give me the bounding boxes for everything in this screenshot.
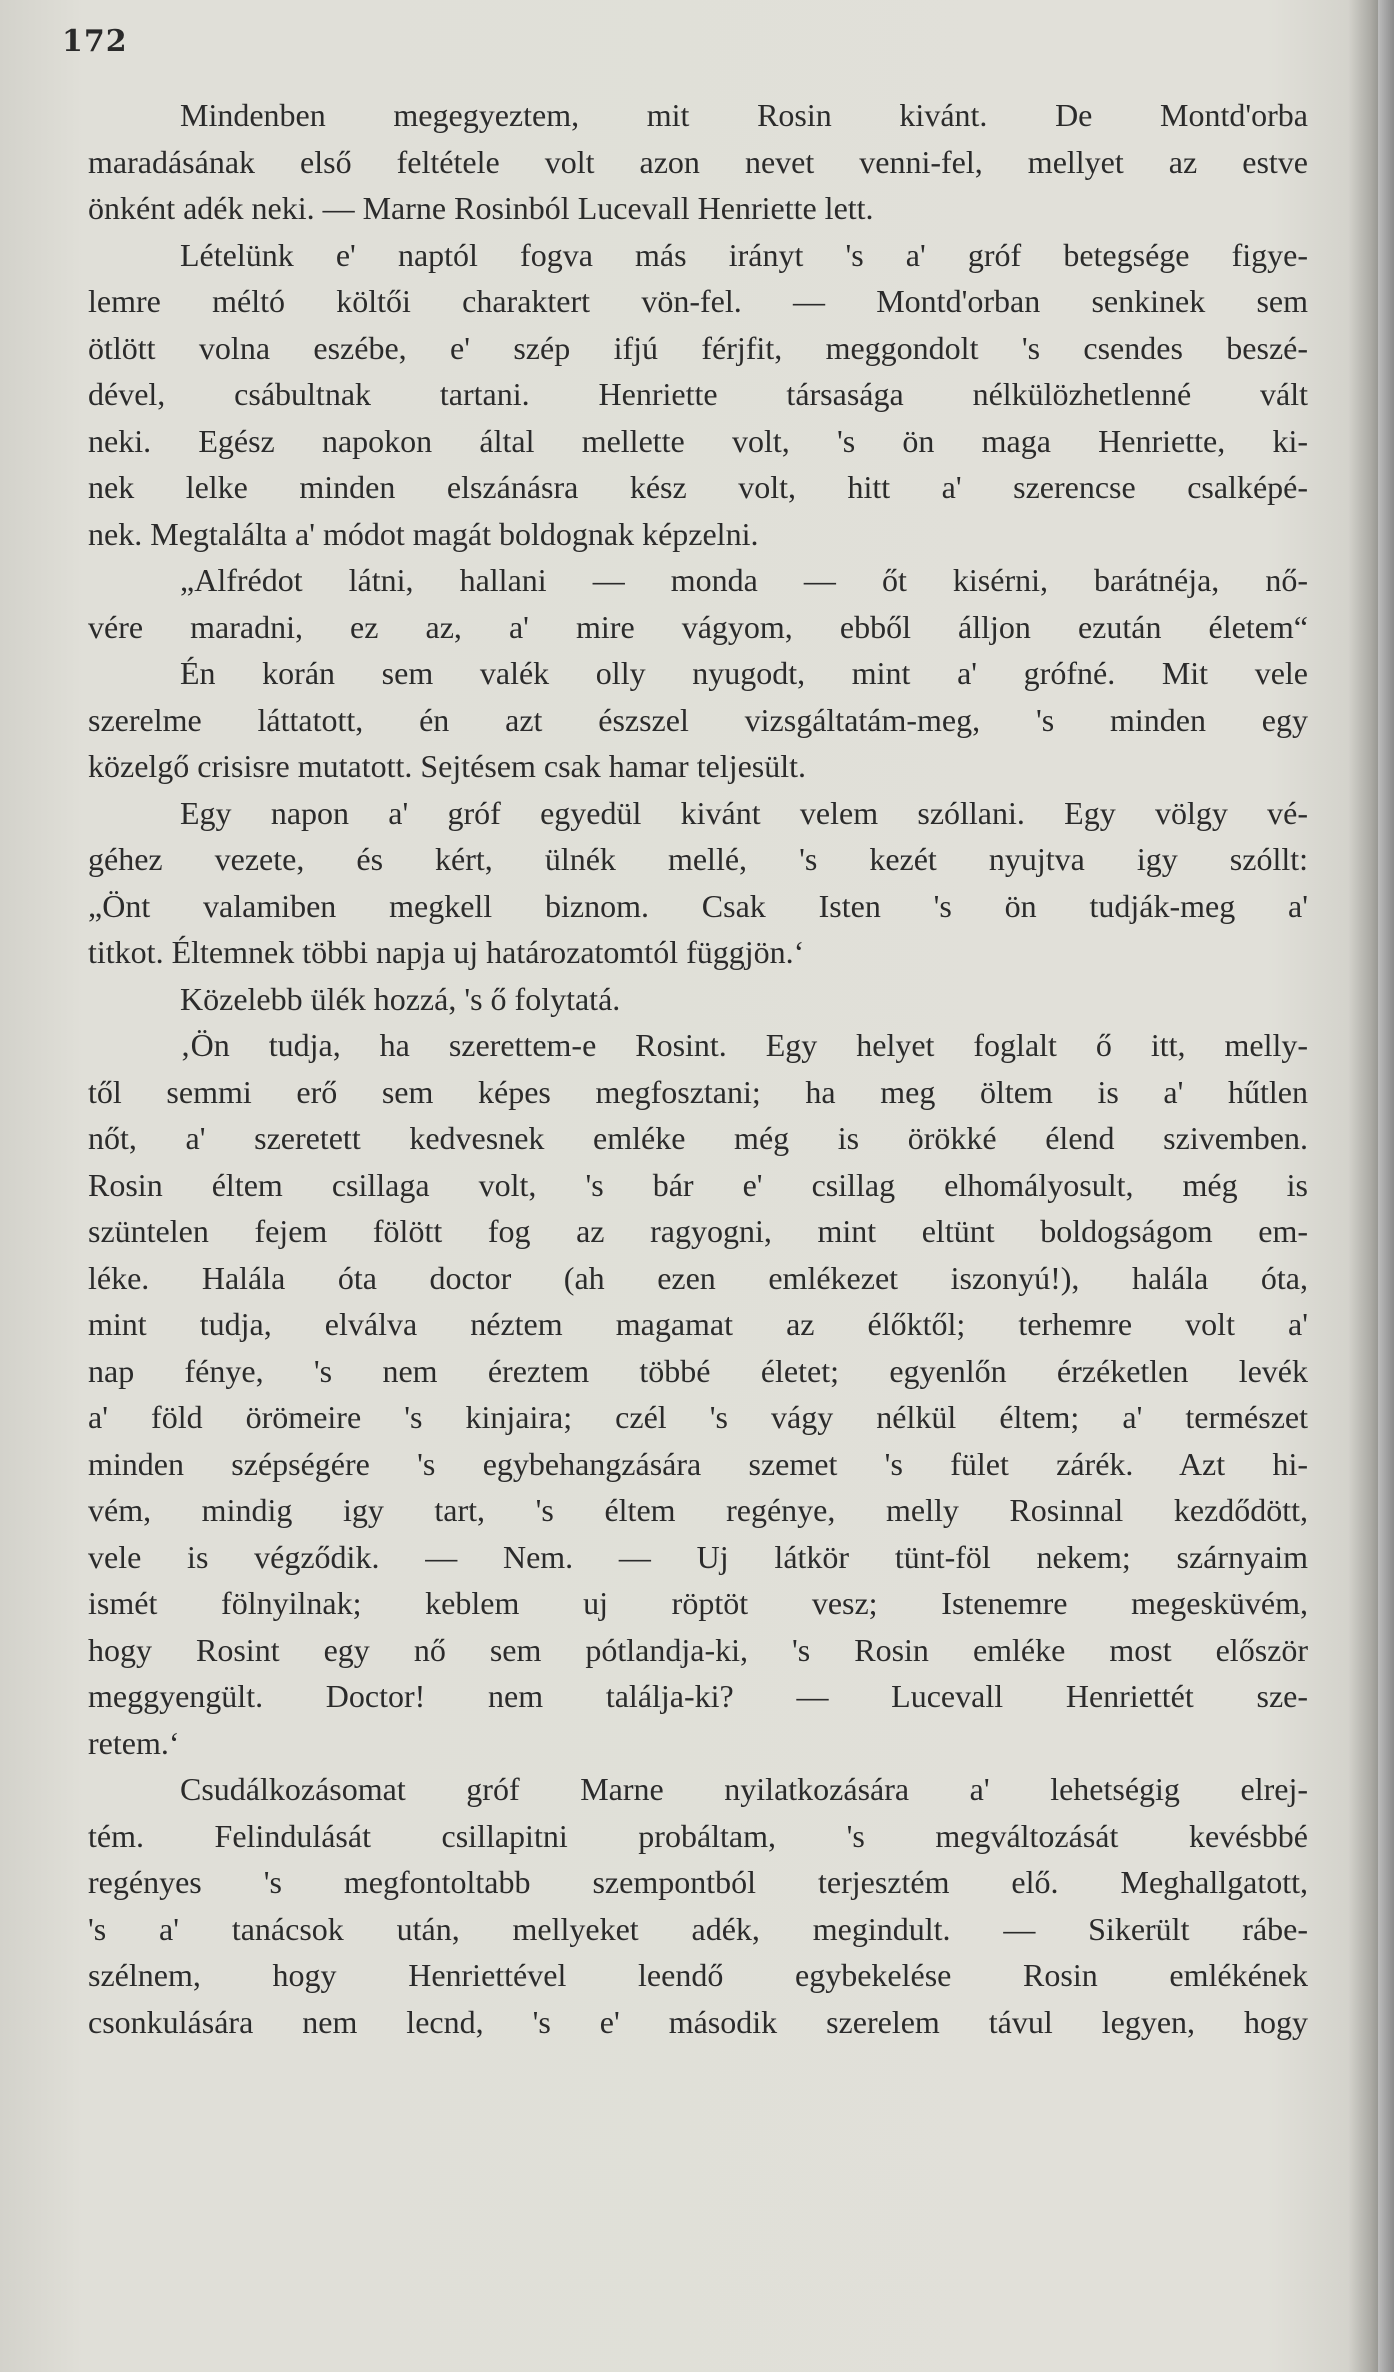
- text-line: minden szépségére 's egybehangzására szemet 's fület zárék. Azt hi-: [88, 1445, 1308, 1482]
- text-line: tém. Felindulását csillapitni probáltam, 's megváltozását kevésbbé: [88, 1817, 1308, 1854]
- text-line: „Önt valamiben megkell biznom. Csak Isten 's ön tudják-meg a': [88, 887, 1308, 924]
- text-line: ötlött volna eszébe, e' szép ifjú férjfit, meggondolt 's csendes beszé-: [88, 329, 1308, 366]
- text-line: géhez vezete, és kért, ülnék mellé, 's kezét nyujtva igy szóllt:: [88, 841, 1308, 877]
- text-line: nek lelke minden elszánásra kész volt, hitt a' szerencse csalképé-: [88, 469, 1308, 505]
- text-line: Csudálkozásomat gróf Marne nyilatkozására a' lehetségig elrej-: [180, 1771, 1308, 1807]
- text-line: önként adék neki. — Marne Rosinból Lucevall Henriette lett.: [88, 190, 874, 226]
- text-line: nap fénye, 's nem éreztem többé életet; egyenlőn érzéketlen levék: [88, 1352, 1308, 1389]
- text-line: retem.‘: [88, 1724, 180, 1761]
- text-line: szélnem, hogy Henriettével leendő egybekelése Rosin emlékének: [88, 1957, 1308, 1993]
- text-line: neki. Egész napokon által mellette volt, 's ön maga Henriette, ki-: [88, 422, 1308, 459]
- text-line: léke. Halála óta doctor (ah ezen emlékezet iszonyú!), halála óta,: [88, 1259, 1308, 1296]
- text-line: titkot. Éltemnek többi napja uj határozatomtól függjön.‘: [88, 934, 805, 970]
- text-line: ismét fölnyilnak; keblem uj röptöt vesz; Istenemre megesküvém,: [88, 1585, 1308, 1621]
- text-line: Egy napon a' gróf egyedül kivánt velem szóllani. Egy völgy vé-: [180, 794, 1308, 831]
- text-line: lemre méltó költői charaktert vön-fel. — Montd'orban senkinek sem: [88, 283, 1308, 319]
- text-line: dével, csábultnak tartani. Henriette társasága nélkülözhetlenné vált: [88, 376, 1308, 412]
- text-line: Én korán sem valék olly nyugodt, mint a' grófné. Mit vele: [180, 655, 1308, 691]
- text-line: től semmi erő sem képes megfosztani; ha meg öltem is a' hűtlen: [88, 1073, 1308, 1110]
- text-line: Lételünk e' naptól fogva más irányt 's a' gróf betegsége figye-: [180, 236, 1308, 273]
- page-number: 172: [62, 24, 128, 59]
- text-line: nek. Megtalálta a' módot magát boldognak képzelni.: [88, 515, 759, 552]
- text-line: vém, mindig igy tart, 's éltem regénye, melly Rosinnal kezdődött,: [88, 1492, 1308, 1528]
- text-line: regényes 's megfontoltabb szempontból terjesztém elő. Meghallgatott,: [88, 1864, 1308, 1900]
- text-line: ‚Ön tudja, ha szerettem-e Rosint. Egy helyet foglalt ő itt, melly-: [180, 1027, 1308, 1063]
- text-line: a' föld örömeire 's kinjaira; czél 's vágy nélkül éltem; a' természet: [88, 1399, 1308, 1435]
- page-edge-shadow: [1348, 0, 1394, 2372]
- text-line: Mindenben megegyeztem, mit Rosin kivánt. De Montd'orba: [180, 97, 1308, 133]
- text-line: közelgő crisisre mutatott. Sejtésem csak hamar teljesült.: [88, 748, 807, 784]
- text-line: Közelebb ülék hozzá, 's ő folytatá.: [180, 980, 621, 1017]
- text-line: nőt, a' szeretett kedvesnek emléke még is örökké élend szivemben.: [88, 1120, 1308, 1156]
- text-line: vele is végződik. — Nem. — Uj látkör tünt-föl nekem; szárnyaim: [88, 1538, 1308, 1575]
- body-text: [88, 92, 1308, 2045]
- text-line: maradásának első feltétele volt azon nevet venni-fel, mellyet az estve: [88, 143, 1308, 180]
- text-line: 's a' tanácsok után, mellyeket adék, megindult. — Sikerült rábe-: [88, 1910, 1308, 1947]
- text-line: Rosin éltem csillaga volt, 's bár e' csillag elhomályosult, még is: [88, 1166, 1308, 1203]
- text-line: vére maradni, ez az, a' mire vágyom, ebből álljon ezután életem“: [88, 608, 1308, 645]
- text-line: „Alfrédot látni, hallani — monda — őt kisérni, barátnéja, nő-: [180, 562, 1308, 598]
- text-line: szüntelen fejem fölött fog az ragyogni, mint eltünt boldogságom em-: [88, 1213, 1308, 1249]
- text-line: csonkulására nem lecnd, 's e' második szerelem távul legyen, hogy: [88, 2003, 1308, 2040]
- text-line: szerelme láttatott, én azt észszel vizsgáltatám-meg, 's minden egy: [88, 701, 1308, 738]
- text-line: meggyengült. Doctor! nem találja-ki? — Lucevall Henriettét sze-: [88, 1678, 1308, 1714]
- text-line: mint tudja, elválva néztem magamat az élőktől; terhemre volt a': [88, 1306, 1308, 1342]
- text-line: hogy Rosint egy nő sem pótlandja-ki, 's Rosin emléke most először: [88, 1631, 1308, 1668]
